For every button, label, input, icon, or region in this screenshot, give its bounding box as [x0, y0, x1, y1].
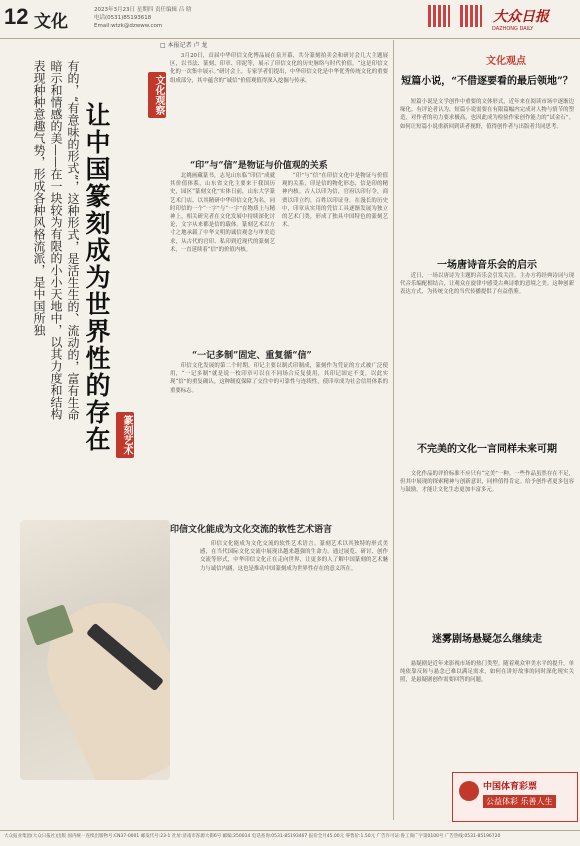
- culture-observation-seal: 文化观察: [148, 72, 166, 118]
- subhead-1: “印”与“信”是物证与价值观的关系: [190, 161, 328, 171]
- lottery-logo-icon: [459, 781, 479, 801]
- author-seal: 篆刻艺术: [116, 412, 134, 458]
- article-column: [170, 172, 275, 342]
- paragraph: 悬疑剧是近年来影视市场的热门类型。随着观众审美水平的提升，单纯依靠反转与悬念已难以满足需求，如何在讲好故事的同时深化现实关照，是悬疑剧创作需要回答的问题。: [400, 661, 574, 684]
- paragraph: 印信文化能成为文化交流的软性艺术语言。篆刻艺术以其独特的形式美感，在当代国际文化交流中展现出越来越强的生命力。通过展览、研讨、创作交流等形式，中华印信文化正在走向世界，让更多的人了解中国篆刻的艺术魅力与诚信内涵，这也是推动中国篆刻成为世界性存在的意义所在。: [200, 541, 388, 572]
- article-title: 迷雾剧场悬疑怎么继续走: [432, 634, 542, 645]
- seal-carving-photo: [20, 520, 170, 780]
- email-line: Email:wtzk@dzwww.com: [94, 23, 163, 29]
- paragraph: 文化作品的评价标准不应只有“完美”一种。一些作品虽然存在不足，但其中展现的探索精神与创新意识，同样值得肯定。给予创作者更多包容与鼓励，才能让文化生态更加丰富多元。: [400, 471, 574, 494]
- date-line: 2023年3月23日 星期四 责任编辑 吕 晗: [94, 7, 192, 13]
- paragraph: 印信文化发展的第二个时期，印记主要以制式印制成，篆刻作为凭证的方式被广泛使用，“一记多制”就是说一枚印章可以在不同场合反复使用，其印记固定不变，以此实现“信”的重复确认。这种制度保障了交往中的可靠性与连续性，使印章成为社会信用体系的重要标志。: [170, 363, 388, 394]
- masthead: [0, 0, 580, 39]
- paragraph: 北姚画藏篆书，志见山东临“印信”成就其价值体系，山东省文化主要来于我国历史，园区“篆刻文化”实体日前，山东大学篆艺术门店，以其精研中华印信文化为名，同时印信的一个“一字”与“一字”在物质上与精神上，相关研究者在文化发展中持续深化讨论，文字从来都是信的载体。篆刻艺术以方寸之地承载了中华文明的诚信观念与审美追求，从古代的官印、私印到近现代的篆刻艺术，一直延续着“信”的价值内核。: [170, 173, 275, 253]
- page-number: 12: [4, 4, 29, 29]
- headline: 让中国篆刻成为世界性的存在: [82, 102, 111, 453]
- newspaper-logo-sub: DAZHONG DAILY: [492, 26, 534, 32]
- paragraph: 近日，一场以唐诗为主题的音乐会引发关注。主办方将经典诗词与现代音乐编配相结合，让观众在旋律中感受古典诗歌的意境之美。这种创新表达方式，为传统文化的当代传播提供了有益借鉴。: [400, 273, 574, 296]
- article-column: [282, 172, 388, 342]
- qr-code-icon: [428, 5, 450, 27]
- intro-paragraph: [170, 52, 388, 152]
- article-body: [400, 470, 574, 620]
- article-title: 不完美的文化一言同样未来可期: [417, 444, 557, 455]
- article-title: 一场唐诗音乐会的启示: [437, 260, 537, 271]
- paragraph: “印”与“信”在印信文化中是物证与价值观的关系，印是信的物化形态，信是印的精神内核。古人以印为信，官府以印行令，商贾以印立约，百姓以印证身。在漫长的历史中，印章从实用的凭信工具逐渐发展为独立的艺术门类，形成了独具中国特色的篆刻艺术。: [282, 173, 388, 229]
- ad-title: 中国体育彩票: [483, 782, 538, 792]
- article-column: [170, 362, 388, 512]
- article-body: [400, 272, 574, 432]
- paragraph: 短篇小说是文学创作中重要的文体形式，近年来在阅读市场中逐渐边缘化。有评论者认为，短篇小说需要在有限篇幅内完成对人物与情节的塑造，对作者的功力要求极高，也因此成为检验作家创作能力的“试金石”。如何让短篇小说重新回到读者视野，值得创作者与出版者共同思考。: [400, 99, 574, 130]
- right-column: [398, 40, 576, 820]
- byline: □ 本报记者 卢 龙: [160, 42, 208, 49]
- culture-viewpoint-tag: 文化观点: [486, 56, 526, 67]
- column-divider: [393, 40, 394, 820]
- article-column: [200, 540, 388, 810]
- subhead-2: “一记多制”固定、重复循“信”: [192, 351, 312, 361]
- section-title: 文化: [34, 12, 68, 32]
- ad-slogan: 公益体彩 乐善人生: [483, 795, 556, 808]
- header-info: [94, 6, 192, 30]
- subhead-3: 印信文化能成为文化交流的软性艺术语言: [170, 525, 333, 535]
- article-title: 短篇小说，“不借逐要看的最后领地”？: [401, 76, 573, 87]
- article-body: [400, 660, 574, 768]
- article-body: [400, 98, 574, 248]
- paragraph: 3月20日，首届中华印信文化博品展在泉开幕，共分篆刻拍卖会和研讨会几大主题展区，以书法、篆刻、印章、印泥等，展示了印信文化的历史脉络与时代价值。“这是印信文化的一次集中展示。”研讨会上，专家学者们提出，中华印信文化是中华优秀传统文化的重要组成部分，其中蕴含的“诚信”价值观值得深入挖掘与传承。: [170, 53, 388, 84]
- footer-imprint: 大众报业集团(大众日报社)出版 国内统一连续出版物号:CN37-0001 邮发代号:23-1 社址:济南市泺源大街6号 邮编:250014 电话查询:0531-85193467 报价全月45.00元 零售价:1.50元 广告许可证:鲁工商广字第0100号 广告热线:0531-85196720: [0, 830, 580, 846]
- phone-line: 电话(0531)85193618: [94, 15, 152, 21]
- lottery-ad[interactable]: [452, 772, 578, 822]
- qr-code-icon: [460, 5, 482, 27]
- newspaper-logo: 大众日报: [493, 9, 549, 25]
- deck-text: 有的，“有意味的形式”，这种形式，是活生生的、流动的，富有生命暗示和情感的美——在一块较为有限的小小天地中，以其力度和结构表现种种意趣气势，形成各种风格流派，是中国所独: [32, 60, 80, 421]
